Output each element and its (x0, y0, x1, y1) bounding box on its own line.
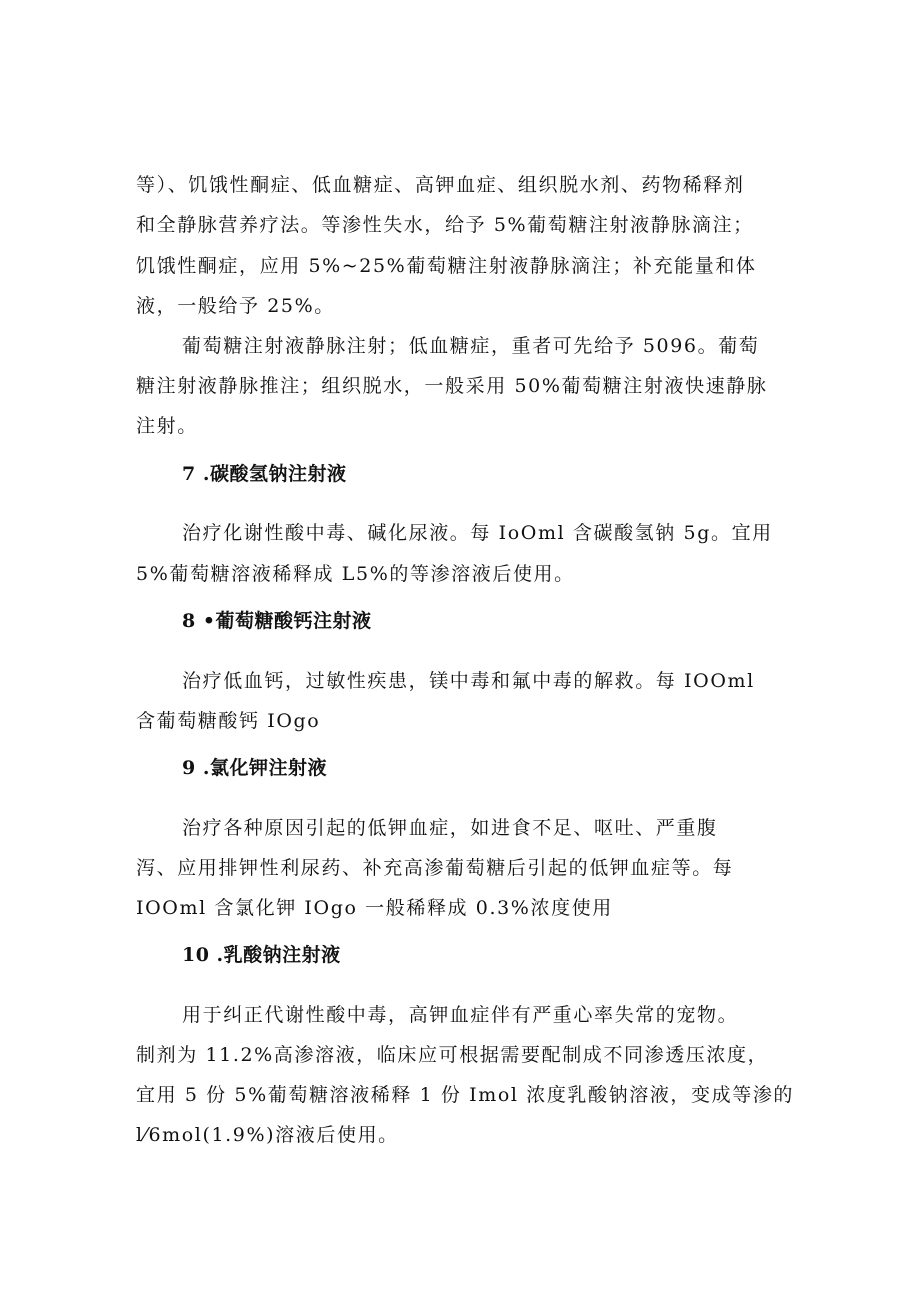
section-8-line-1: 治疗低血钙，过敏性疾患，镁中毒和氟中毒的解救。每 IOOml (182, 670, 755, 692)
section-10-line-3: 宜用 5 份 5%葡萄糖溶液稀释 1 份 Imol 浓度乳酸钠溶液，变成等渗的 (136, 1084, 795, 1106)
paragraph-1-line-1: 等）、饥饿性酮症、低血糖症、高钾血症、组织脱水剂、药物稀释剂 (136, 174, 745, 196)
paragraph-1-line-2: 和全静脉营养疗法。等渗性失水，给予 5%葡萄糖注射液静脉滴注； (136, 214, 754, 236)
section-9-line-3: IOOml 含氯化钾 IOgo 一般稀释成 0.3%浓度使用 (136, 897, 613, 919)
paragraph-2-line-1: 葡萄糖注射液静脉注射；低血糖症，重者可先给予 5096。葡萄 (182, 335, 760, 357)
section-10-heading: 10 .乳酸钠注射液 (182, 944, 341, 966)
section-8-line-2: 含葡萄糖酸钙 IOgo (136, 710, 321, 732)
section-7-line-2: 5%葡萄糖溶液稀释成 L5%的等渗溶液后使用。 (136, 563, 575, 585)
paragraph-2-line-3: 注射。 (136, 415, 198, 437)
paragraph-1-line-3: 饥饿性酮症，应用 5%~25%葡萄糖注射液静脉滴注；补充能量和体 (136, 255, 757, 277)
paragraph-2-line-2: 糖注射液静脉推注；组织脱水，一般采用 50%葡萄糖注射液快速静脉 (136, 375, 768, 397)
section-9-line-2: 泻、应用排钾性利尿药、补充高渗葡萄糖后引起的低钾血症等。每 (136, 857, 734, 879)
section-7-line-1: 治疗化谢性酸中毒、碱化尿液。每 IoOml 含碳酸氢钠 5g。宜用 (182, 522, 773, 544)
section-10-line-4: l⁄6mol(1.9%)溶液后使用。 (136, 1124, 399, 1146)
section-7-heading: 7 .碳酸氢钠注射液 (182, 463, 347, 485)
paragraph-1-line-4: 液，一般给予 25%。 (136, 295, 335, 317)
section-9-heading: 9 .氯化钾注射液 (182, 757, 327, 779)
section-9-line-1: 治疗各种原因引起的低钾血症，如进食不足、呕吐、严重腹 (182, 817, 718, 839)
section-10-line-2: 制剂为 11.2%高渗溶液，临床应可根据需要配制成不同渗透压浓度， (136, 1044, 769, 1066)
section-8-heading: 8 •葡萄糖酸钙注射液 (182, 610, 372, 632)
section-10-line-1: 用于纠正代谢性酸中毒，高钾血症伴有严重心率失常的宠物。 (182, 1004, 739, 1026)
